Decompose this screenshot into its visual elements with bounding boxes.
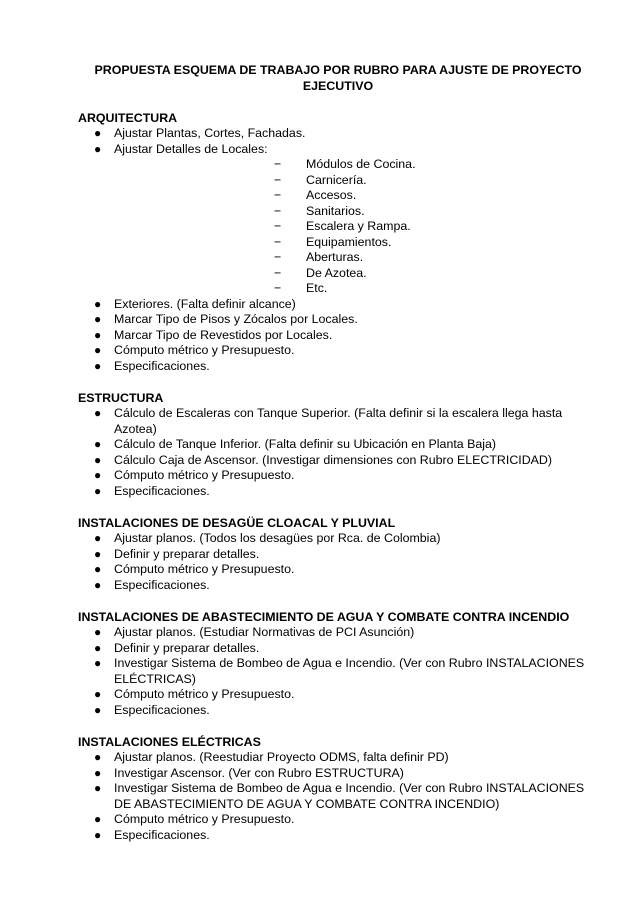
list-item xyxy=(78,656,598,687)
list-item-text: Cálculo de Tanque Inferior. (Falta definir su Ubicación en Planta Baja) xyxy=(114,437,497,451)
section xyxy=(78,734,598,843)
dash-icon: − xyxy=(274,203,282,218)
list-item xyxy=(78,453,598,469)
list-item-text: Investigar Sistema de Bombeo de Agua e Incendio. (Ver con Rubro INSTALACIONES ELÉCTRICAS) xyxy=(114,656,585,686)
list-item-text: Cómputo métrico y Presupuesto. xyxy=(114,343,295,357)
bullet-icon: ● xyxy=(94,656,102,670)
sub-list-item-text: De Azotea. xyxy=(306,265,367,280)
bullet-list xyxy=(78,531,598,593)
section-heading: ARQUITECTURA xyxy=(78,111,178,125)
list-item-text: Especificaciones. xyxy=(114,358,210,373)
list-item xyxy=(78,812,598,828)
list-item xyxy=(78,328,598,344)
bullet-list xyxy=(78,406,598,499)
list-item-text: Marcar Tipo de Pisos y Zócalos por Locales. xyxy=(114,312,358,326)
list-item-text: Ajustar Detalles de Locales: xyxy=(114,141,268,156)
list-item xyxy=(78,359,598,375)
bullet-list xyxy=(78,625,598,718)
list-item xyxy=(78,578,598,594)
bullet-icon: ● xyxy=(94,546,102,561)
bullet-icon: ● xyxy=(94,406,102,420)
list-item xyxy=(78,437,598,453)
sub-list-item-text: Módulos de Cocina. xyxy=(306,157,416,171)
bullet-icon: ● xyxy=(94,702,102,717)
section xyxy=(78,515,598,593)
list-item-text: Especificaciones. xyxy=(114,702,210,717)
bullet-list xyxy=(78,126,598,374)
section xyxy=(78,609,598,718)
list-item xyxy=(78,703,598,719)
sub-list-item xyxy=(78,188,598,204)
bullet-icon: ● xyxy=(94,765,102,780)
sub-list-item-text: Equipamientos. xyxy=(306,234,392,249)
dash-icon: − xyxy=(274,281,282,295)
sub-list-item xyxy=(78,173,598,189)
list-item xyxy=(78,828,598,844)
bullet-icon: ● xyxy=(94,625,102,639)
section-heading: INSTALACIONES ELÉCTRICAS xyxy=(78,735,261,749)
dash-icon: − xyxy=(274,219,282,233)
sub-list-item-text: Escalera y Rampa. xyxy=(306,219,411,233)
list-item-text: Cómputo métrico y Presupuesto. xyxy=(114,562,295,576)
bullet-icon: ● xyxy=(94,126,102,140)
sub-list-item xyxy=(78,281,598,297)
bullet-icon: ● xyxy=(94,452,102,467)
bullet-icon: ● xyxy=(94,468,102,482)
sub-list-item-text: Etc. xyxy=(306,281,328,295)
bullet-icon: ● xyxy=(94,343,102,357)
list-item xyxy=(78,484,598,500)
list-item xyxy=(78,297,598,313)
list-item xyxy=(78,562,598,578)
list-item xyxy=(78,142,598,158)
sub-list-item xyxy=(78,250,598,266)
sub-list-item-text: Accesos. xyxy=(306,188,357,202)
list-item-text: Cómputo métrico y Presupuesto. xyxy=(114,687,295,701)
list-item-text: Especificaciones. xyxy=(114,827,210,842)
list-item xyxy=(78,641,598,657)
sub-list-item xyxy=(78,235,598,251)
dash-icon: − xyxy=(274,157,282,171)
sub-list-item-text: Sanitarios. xyxy=(306,203,365,218)
bullet-icon: ● xyxy=(94,577,102,592)
list-item-text: Marcar Tipo de Revestidos por Locales. xyxy=(114,327,333,342)
list-item-text: Ajustar Plantas, Cortes, Fachadas. xyxy=(114,126,306,140)
list-item xyxy=(78,531,598,547)
list-item-text: Ajustar planos. (Reestudiar Proyecto ODMS, falta definir PD) xyxy=(114,750,449,764)
list-item xyxy=(78,468,598,484)
dash-icon: − xyxy=(274,172,282,187)
sub-list-item xyxy=(78,266,598,282)
list-item xyxy=(78,781,598,812)
bullet-icon: ● xyxy=(94,562,102,576)
dash-icon: − xyxy=(274,188,282,202)
bullet-icon: ● xyxy=(94,781,102,795)
bullet-icon: ● xyxy=(94,827,102,842)
section-heading: INSTALACIONES DE ABASTECIMIENTO DE AGUA Y COMBATE CONTRA INCENDIO xyxy=(78,610,570,624)
list-item-text: Cómputo métrico y Presupuesto. xyxy=(114,468,295,482)
list-item xyxy=(78,766,598,782)
bullet-icon: ● xyxy=(94,812,102,826)
sub-list-item-text: Aberturas. xyxy=(306,250,364,264)
dash-icon: − xyxy=(274,250,282,264)
list-item-text: Definir y preparar detalles. xyxy=(114,546,260,561)
dash-list xyxy=(78,157,598,297)
bullet-icon: ● xyxy=(94,327,102,342)
list-item xyxy=(78,312,598,328)
bullet-icon: ● xyxy=(94,750,102,764)
list-item-text: Cómputo métrico y Presupuesto. xyxy=(114,812,295,826)
section-heading: INSTALACIONES DE DESAGÜE CLOACAL Y PLUVIAL xyxy=(78,516,396,530)
list-item-text: Ajustar planos. (Todos los desagües por Rca. de Colombia) xyxy=(114,531,441,545)
list-item-text: Cálculo Caja de Ascensor. (Investigar dimensiones con Rubro ELECTRICIDAD) xyxy=(114,452,552,467)
list-item xyxy=(78,126,598,142)
list-item-text: Investigar Ascensor. (Ver con Rubro ESTRUCTURA) xyxy=(114,765,404,780)
list-item xyxy=(78,547,598,563)
list-item xyxy=(78,406,598,437)
bullet-icon: ● xyxy=(94,640,102,655)
sub-list-item xyxy=(78,204,598,220)
dash-icon: − xyxy=(274,234,282,249)
bullet-list xyxy=(78,750,598,843)
bullet-icon: ● xyxy=(94,358,102,373)
list-item-text: Cálculo de Escaleras con Tanque Superior. (Falta definir si la escalera llega hasta Azotea) xyxy=(114,406,563,436)
bullet-icon: ● xyxy=(94,483,102,498)
list-item xyxy=(78,750,598,766)
bullet-icon: ● xyxy=(94,141,102,156)
bullet-icon: ● xyxy=(94,687,102,701)
sub-list-item xyxy=(78,157,598,173)
list-item xyxy=(78,343,598,359)
list-item-text: Especificaciones. xyxy=(114,483,210,498)
section xyxy=(78,110,598,374)
section-heading: ESTRUCTURA xyxy=(78,391,164,405)
list-item-text: Exteriores. (Falta definir alcance) xyxy=(114,296,296,311)
bullet-icon: ● xyxy=(94,312,102,326)
list-item xyxy=(78,625,598,641)
list-item-text: Investigar Sistema de Bombeo de Agua e Incendio. (Ver con Rubro INSTALACIONES DE ABASTECIMIENTO DE AGUA Y COMBATE CONTRA INCENDIO) xyxy=(114,781,585,811)
bullet-icon: ● xyxy=(94,437,102,451)
document-title: PROPUESTA ESQUEMA DE TRABAJO POR RUBRO PARA AJUSTE DE PROYECTO EJECUTIVO xyxy=(94,63,582,93)
list-item-text: Definir y preparar detalles. xyxy=(114,640,260,655)
list-item-text: Ajustar planos. (Estudiar Normativas de PCI Asunción) xyxy=(114,625,415,639)
sub-list-item xyxy=(78,219,598,235)
dash-icon: − xyxy=(274,265,282,280)
sublist-container xyxy=(78,157,598,297)
document-page xyxy=(78,62,598,843)
list-item-text: Especificaciones. xyxy=(114,577,210,592)
sub-list-item-text: Carnicería. xyxy=(306,172,367,187)
bullet-icon: ● xyxy=(94,531,102,545)
sections-container xyxy=(78,110,598,843)
section xyxy=(78,390,598,499)
list-item xyxy=(78,687,598,703)
bullet-icon: ● xyxy=(94,296,102,311)
